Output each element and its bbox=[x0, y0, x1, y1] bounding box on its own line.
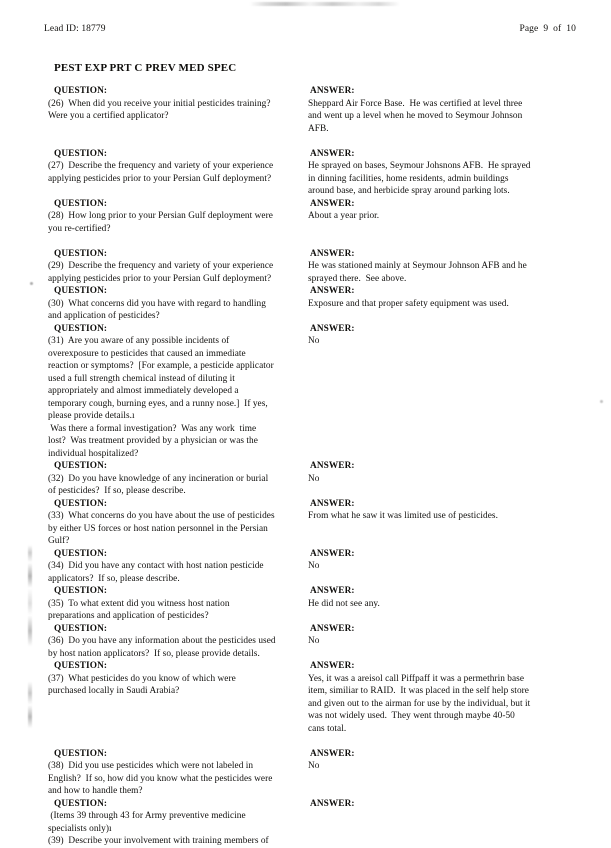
question-column bbox=[48, 323, 307, 461]
text-line: He sprayed on bases, Seymour Johsnons AFB. He sprayed bbox=[308, 161, 531, 171]
answer-text bbox=[307, 298, 596, 311]
answer-column bbox=[307, 248, 596, 286]
answer-label: ANSWER: bbox=[310, 148, 355, 159]
answer-text bbox=[307, 98, 596, 136]
question-text bbox=[48, 160, 305, 185]
text-line: No bbox=[308, 761, 320, 771]
question-label: QUESTION: bbox=[54, 798, 108, 809]
answer-column bbox=[307, 460, 596, 485]
scan-artifact bbox=[250, 2, 400, 6]
lead-id bbox=[44, 24, 106, 34]
text-line: From what he saw it was limited use of pesticides. bbox=[308, 511, 498, 521]
question-text bbox=[48, 635, 305, 660]
text-line: in dinning facilities, home residents, admin buildings bbox=[308, 173, 509, 184]
text-line: (38) Did you use pesticides which were not labeled in bbox=[48, 761, 254, 771]
form-title: PEST EXP PRT C PREV MED SPEC bbox=[54, 62, 237, 74]
qa-block bbox=[48, 323, 596, 461]
scan-edge-artifact bbox=[28, 545, 32, 740]
answer-label: ANSWER: bbox=[310, 623, 355, 634]
question-column bbox=[48, 623, 307, 661]
scan-speck bbox=[600, 400, 603, 403]
question-label: QUESTION: bbox=[54, 748, 108, 759]
text-line: of pesticides? If so, please describe. bbox=[48, 486, 186, 496]
question-text bbox=[48, 473, 305, 498]
blank-line bbox=[48, 235, 596, 248]
text-line: Was there a formal investigation? Was any work time bbox=[48, 423, 257, 434]
text-line: you re-certified? bbox=[48, 223, 111, 234]
text-line: (26) When did you receive your initial pesticides training? bbox=[48, 98, 271, 109]
text-line: (Items 39 through 43 for Army preventive medicine bbox=[48, 811, 246, 821]
text-line: No bbox=[308, 636, 320, 646]
question-label: QUESTION: bbox=[54, 623, 108, 634]
text-line: (36) Do you have any information about the pesticides used bbox=[48, 636, 276, 646]
answer-label: ANSWER: bbox=[310, 286, 355, 296]
text-line: lost? Was treatment provided by a physician or was the bbox=[48, 436, 258, 446]
text-line: English? If so, how did you know what the pesticides were bbox=[48, 773, 273, 784]
answer-label: ANSWER: bbox=[310, 798, 355, 809]
text-line: was not widely used. They went through maybe 40-50 bbox=[308, 711, 515, 721]
answer-column bbox=[307, 623, 596, 648]
qa-block bbox=[48, 798, 596, 848]
page-number bbox=[519, 24, 576, 34]
text-line: AFB. bbox=[308, 123, 329, 134]
text-line: appropriately and almost immediately developed a bbox=[48, 386, 239, 396]
text-line: by host nation applicators? If so, please provide details. bbox=[48, 648, 260, 659]
answer-label: ANSWER: bbox=[310, 661, 355, 671]
qa-block bbox=[48, 198, 596, 236]
answer-text bbox=[307, 335, 596, 348]
text-line: used a full strength chemical instead of diluting it bbox=[48, 373, 235, 384]
question-column bbox=[48, 548, 307, 586]
document-header bbox=[44, 24, 576, 34]
question-column bbox=[48, 585, 307, 623]
text-line: Exposure and that proper safety equipment was used. bbox=[308, 298, 509, 309]
answer-text bbox=[307, 560, 596, 573]
question-text bbox=[48, 335, 305, 460]
blank-line bbox=[48, 135, 596, 148]
text-line: No bbox=[308, 561, 320, 571]
text-line: cans total. bbox=[308, 723, 347, 734]
text-line: About a year prior. bbox=[308, 211, 380, 221]
text-line: and given out to the airman for use by the individual, but it bbox=[308, 698, 531, 709]
answer-column bbox=[307, 85, 596, 135]
question-text bbox=[48, 510, 305, 548]
text-line: Gulf? bbox=[48, 536, 70, 546]
page-of-word: of bbox=[553, 24, 562, 34]
blank-line bbox=[48, 735, 596, 748]
question-text bbox=[48, 560, 305, 585]
answer-label: ANSWER: bbox=[310, 748, 355, 759]
answer-text bbox=[307, 598, 596, 611]
text-line: (39) Describe your involvement with training members of bbox=[48, 836, 269, 846]
answer-column bbox=[307, 148, 596, 198]
question-column bbox=[48, 198, 307, 236]
question-label: QUESTION: bbox=[54, 248, 108, 259]
answer-text bbox=[307, 510, 596, 523]
page-current: 9 bbox=[543, 24, 549, 34]
text-line: temporary cough, burning eyes, and a runny nose.] If yes, bbox=[48, 398, 268, 409]
question-label: QUESTION: bbox=[54, 148, 108, 159]
text-line: He was stationed mainly at Seymour Johnson AFB and he bbox=[308, 261, 527, 271]
text-line: applying pesticides prior to your Persian Gulf deployment? bbox=[48, 273, 272, 284]
question-column bbox=[48, 285, 307, 323]
text-line: (37) What pesticides do you know of which were bbox=[48, 673, 236, 684]
qa-block bbox=[48, 498, 596, 548]
scan-speck bbox=[30, 282, 33, 285]
qa-block bbox=[48, 248, 596, 286]
qa-block bbox=[48, 660, 596, 735]
text-line: (32) Do you have knowledge of any incineration or burial bbox=[48, 473, 269, 484]
text-line: Yes, it was a areisol call Piffpaff it was a permethrin base bbox=[308, 673, 525, 684]
question-column bbox=[48, 248, 307, 286]
question-label: QUESTION: bbox=[54, 286, 108, 296]
answer-column bbox=[307, 660, 596, 735]
question-text bbox=[48, 760, 305, 798]
question-column bbox=[48, 498, 307, 548]
page-word: Page bbox=[519, 24, 539, 34]
text-line: (34) Did you have any contact with host nation pesticide bbox=[48, 561, 264, 571]
text-line: (29) Describe the frequency and variety of your experience bbox=[48, 261, 274, 271]
text-line: overexposure to pesticides that caused an immediate bbox=[48, 348, 246, 359]
qa-block bbox=[48, 548, 596, 586]
text-line: (27) Describe the frequency and variety of your experience bbox=[48, 161, 274, 171]
question-text bbox=[48, 673, 305, 698]
answer-label: ANSWER: bbox=[310, 248, 355, 259]
question-label: QUESTION: bbox=[54, 548, 108, 559]
question-label: QUESTION: bbox=[54, 323, 108, 334]
answer-label: ANSWER: bbox=[310, 323, 355, 334]
answer-label: ANSWER: bbox=[310, 586, 355, 596]
answer-label: ANSWER: bbox=[310, 548, 355, 559]
text-line: purchased locally in Saudi Arabia? bbox=[48, 686, 180, 696]
question-label: QUESTION: bbox=[54, 661, 108, 671]
text-line: (33) What concerns do you have about the use of pesticides bbox=[48, 511, 275, 521]
answer-text bbox=[307, 635, 596, 648]
qa-block bbox=[48, 623, 596, 661]
text-line: specialists only)ı bbox=[48, 823, 112, 834]
qa-block bbox=[48, 148, 596, 198]
answer-text bbox=[307, 260, 596, 285]
answer-text bbox=[307, 473, 596, 486]
text-line: around base, and herbicide spray around parking lots. bbox=[308, 186, 510, 196]
text-line: and how to handle them? bbox=[48, 786, 143, 796]
question-text bbox=[48, 598, 305, 623]
question-column bbox=[48, 798, 307, 848]
answer-column bbox=[307, 285, 596, 310]
answer-label: ANSWER: bbox=[310, 198, 355, 209]
text-line: individual hospitalized? bbox=[48, 448, 139, 459]
text-line: by either US forces or host nation personnel in the Persian bbox=[48, 523, 268, 534]
text-line: reaction or symptoms? [For example, a pesticide applicator bbox=[48, 361, 274, 371]
text-line: item, similiar to RAID. It was placed in the self help store bbox=[308, 686, 529, 696]
text-line: He did not see any. bbox=[308, 598, 380, 609]
qa-block bbox=[48, 585, 596, 623]
text-line: (35) To what extent did you witness host nation bbox=[48, 598, 230, 609]
answer-column bbox=[307, 585, 596, 610]
question-column bbox=[48, 85, 307, 123]
text-line: (31) Are you aware of any possible incidents of bbox=[48, 336, 230, 346]
answer-column bbox=[307, 198, 596, 223]
question-label: QUESTION: bbox=[54, 586, 108, 596]
question-label: QUESTION: bbox=[54, 461, 108, 471]
answer-text bbox=[307, 160, 596, 198]
question-text bbox=[48, 98, 305, 123]
question-column bbox=[48, 460, 307, 498]
answer-label: ANSWER: bbox=[310, 86, 355, 96]
page-total: 10 bbox=[566, 24, 576, 34]
qa-block bbox=[48, 85, 596, 135]
question-text bbox=[48, 210, 305, 235]
answer-text bbox=[307, 210, 596, 223]
question-column bbox=[48, 748, 307, 798]
answer-label: ANSWER: bbox=[310, 498, 355, 509]
text-line: No bbox=[308, 473, 320, 484]
text-line: applicators? If so, please describe. bbox=[48, 573, 180, 584]
answer-label: ANSWER: bbox=[310, 461, 355, 471]
text-line: Were you a certified applicator? bbox=[48, 111, 169, 121]
answer-column bbox=[307, 798, 596, 811]
text-line: please provide details.ı bbox=[48, 411, 135, 421]
lead-id-value: 18779 bbox=[81, 24, 106, 34]
question-label: QUESTION: bbox=[54, 198, 108, 209]
question-text bbox=[48, 260, 305, 285]
lead-id-label: Lead ID: bbox=[44, 24, 79, 34]
answer-column bbox=[307, 323, 596, 348]
text-line: No bbox=[308, 336, 320, 346]
answer-column bbox=[307, 548, 596, 573]
answer-column bbox=[307, 498, 596, 523]
text-line: (28) How long prior to your Persian Gulf deployment were bbox=[48, 211, 273, 221]
text-line: Sheppard Air Force Base. He was certified at level three bbox=[308, 98, 523, 109]
answer-text bbox=[307, 673, 596, 736]
question-column bbox=[48, 660, 307, 698]
question-column bbox=[48, 148, 307, 186]
qa-block bbox=[48, 460, 596, 498]
text-line: and went up a level when he moved to Seymour Johnson bbox=[308, 111, 523, 121]
qa-block bbox=[48, 285, 596, 323]
text-line: sprayed there. See above. bbox=[308, 273, 407, 284]
answer-column bbox=[307, 748, 596, 773]
qa-block bbox=[48, 748, 596, 798]
text-line: applying pesticides prior to your Persian Gulf deployment? bbox=[48, 173, 272, 184]
answer-text bbox=[307, 760, 596, 773]
text-line: and application of pesticides? bbox=[48, 311, 160, 321]
question-label: QUESTION: bbox=[54, 498, 108, 509]
text-line: preparations and application of pesticides? bbox=[48, 611, 209, 621]
question-answer-list bbox=[48, 85, 596, 848]
question-text bbox=[48, 298, 305, 323]
question-label: QUESTION: bbox=[54, 86, 108, 96]
question-text bbox=[48, 810, 305, 848]
text-line: (30) What concerns did you have with regard to handling bbox=[48, 298, 266, 309]
